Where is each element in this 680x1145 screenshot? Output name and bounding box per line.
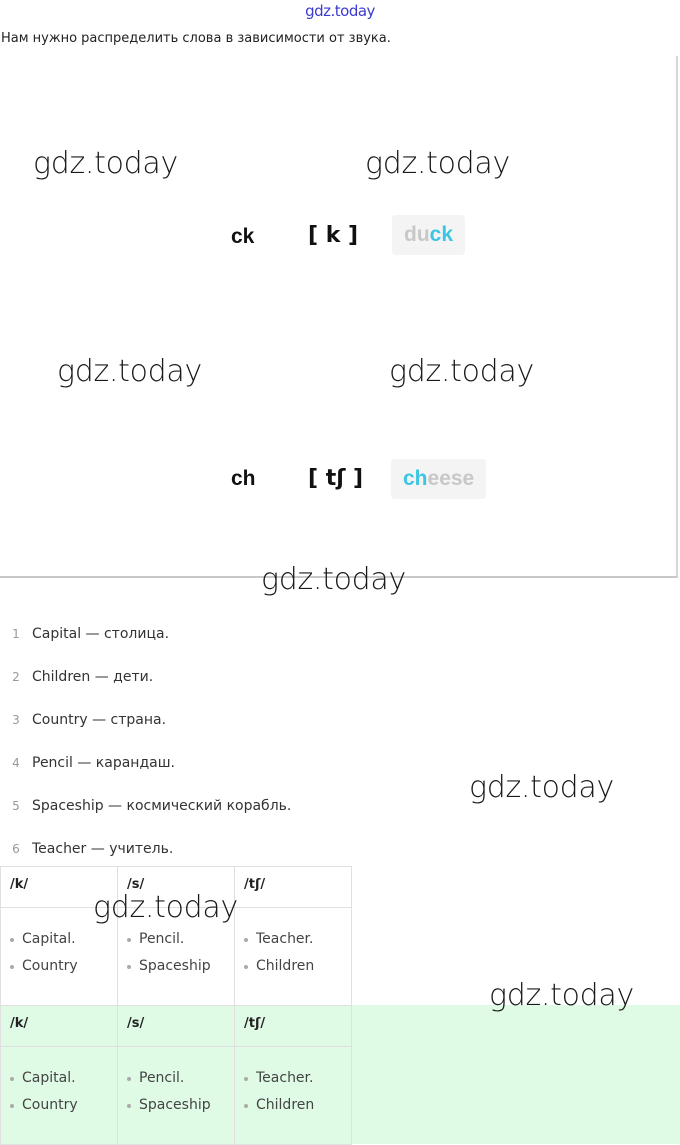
list-item: Children (235, 953, 351, 980)
watermark: gdz.today (261, 562, 406, 597)
watermark: gdz.today (365, 146, 510, 181)
intro-text: Нам нужно распределить слова в зависимости от звука. (1, 31, 391, 46)
phonics-word-card (391, 459, 486, 499)
item-text: Country — страна. (32, 712, 167, 728)
watermark: gdz.today (93, 890, 238, 925)
word-plain: du (404, 223, 430, 246)
item-text: Children — дети. (32, 669, 154, 685)
table-header: /s/ (118, 1006, 235, 1047)
list-item (0, 663, 291, 706)
watermark: gdz.today (469, 770, 614, 805)
table-cell (235, 1047, 352, 1145)
item-number: 5 (12, 799, 20, 813)
list-item: Capital. (1, 1065, 117, 1092)
list-item: Children (235, 1092, 351, 1119)
phonics-word-card (392, 215, 465, 255)
table-header: /tʃ/ (235, 867, 352, 908)
list-item: Country (1, 953, 117, 980)
item-text: Teacher — учитель. (32, 841, 174, 857)
item-number: 1 (12, 627, 20, 641)
list-item (0, 620, 291, 663)
item-text: Pencil — карандаш. (32, 755, 175, 771)
list-item: Teacher. (235, 1065, 351, 1092)
item-number: 3 (12, 713, 20, 727)
watermark: gdz.today (389, 354, 534, 389)
watermark: gdz.today (33, 146, 178, 181)
phonics-letters: ch (231, 467, 256, 490)
item-text: Spaceship — космический корабль. (32, 798, 292, 814)
table-header: /k/ (1, 1006, 118, 1047)
list-item (0, 706, 291, 749)
item-number: 4 (12, 756, 20, 770)
list-item (0, 749, 291, 792)
table-cell (118, 1047, 235, 1145)
list-item: Country (1, 1092, 117, 1119)
list-item (0, 792, 291, 835)
word-highlight: ck (429, 223, 454, 246)
table-header: /tʃ/ (235, 1006, 352, 1047)
list-item: Pencil. (118, 1065, 234, 1092)
phonics-panel (0, 56, 678, 578)
table-header: /s/ (118, 867, 235, 908)
table-cell (1, 1047, 118, 1145)
word-highlight: ch (403, 467, 428, 490)
list-item: Teacher. (235, 926, 351, 953)
table-header: /k/ (1, 867, 118, 908)
vocabulary-list (0, 620, 291, 878)
list-item: Pencil. (118, 926, 234, 953)
watermark: gdz.today (489, 978, 634, 1013)
item-text: Capital — столица. (32, 626, 170, 642)
word-plain: eese (427, 467, 475, 490)
answer-table (0, 1005, 352, 1145)
list-item: Spaceship (118, 953, 234, 980)
item-number: 6 (12, 842, 20, 856)
list-item: Capital. (1, 926, 117, 953)
phonics-sound: [ tʃ ] (308, 466, 364, 491)
header-watermark: gdz.today (305, 2, 375, 20)
list-item: Spaceship (118, 1092, 234, 1119)
watermark: gdz.today (57, 354, 202, 389)
phonics-letters: ck (231, 225, 255, 248)
phonics-sound: [ k ] (308, 223, 359, 248)
table-cell (235, 908, 352, 1006)
item-number: 2 (12, 670, 20, 684)
sounds-table (0, 866, 352, 1006)
